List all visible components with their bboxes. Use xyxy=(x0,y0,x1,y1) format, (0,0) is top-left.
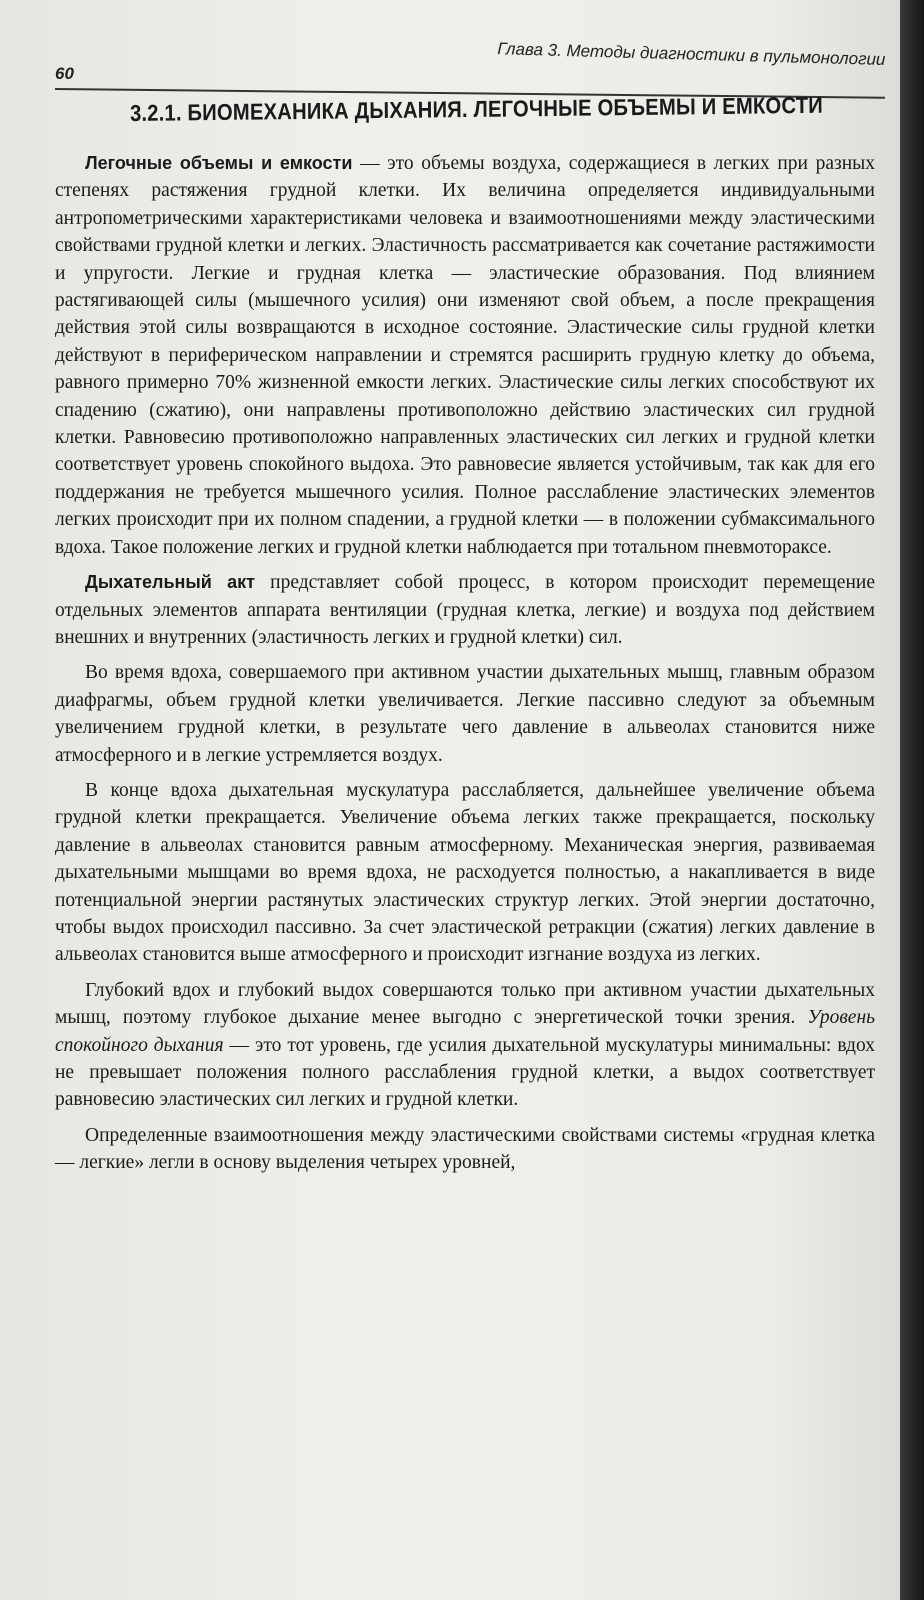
paragraph-inhalation: Во время вдоха, совершаемого при активном участии дыхательных мышц, главным образом диафрагмы, объем грудной клетки увеличивается. Легкие пассивно следуют за объемным увеличением грудной клетки, в результате чего давление в альвеолах становится ниже атмосферного и в легкие устремляется воздух. xyxy=(55,662,875,766)
paragraph-breathing-act xyxy=(55,569,875,651)
term-lung-volumes: Легочные объемы и емкости xyxy=(85,153,353,173)
paragraph-lung-volumes xyxy=(55,150,875,561)
running-head: Глава 3. Методы диагностики в пульмонологии xyxy=(497,39,886,70)
emphasis-quiet-breathing-level: Уровень спокойного дыхания xyxy=(55,1007,875,1056)
paragraph-end-of-inhalation: В конце вдоха дыхательная мускулатура расслабляется, дальнейшее увеличение объема грудной клетки прекращается. Увеличение объема легких также прекращается, поскольку давление в альвеолах становится равным атмосферному. Механическая энергия, развиваемая дыхательными мышцами во время вдоха, не расходуется полностью, а накапливается в виде потенциальной энергии растянутых эластических структур легких. Этой энергии достаточно, чтобы выдох происходил пассивно. За счет эластической ретракции (сжатия) легких давление в альвеолах становится выше атмосферного и происходит изгнание воздуха из легких. xyxy=(55,779,875,966)
paragraph-text: Глубокий вдох и глубокий выдох совершаются только при активном участии дыхательных мышц, поэтому глубокое дыхание менее выгодно с энергетической точки зрения. xyxy=(55,979,875,1029)
body-text xyxy=(55,150,875,1185)
page-header xyxy=(55,39,886,90)
paragraph-text: — это объемы воздуха, содержащиеся в легких при разных степенях растяжения грудной клетки. Их величина определяется индивидуальными антропометрическими характеристиками человека и взаимоотношениями между эластическими свойствами грудной клетки и легких. Эластичность рассматривается как сочетание растяжимости и упругости. Легкие и грудная клетка — эластические образования. Под влиянием растягивающей силы (мышечного усилия) они изменяют свой объем, а после прекращения действия этой силы возвращаются в исходное состояние. Эластические силы грудной клетки действуют в периферическом направлении и стремятся расширить грудную клетку до объема, равного примерно 70% жизненной емкости легких. Эластические силы легких способствуют их спадению (сжатию), они направлены противоположно действию эластических сил грудной клетки. Равновесию противоположно направленных эластических сил легких и грудной клетки соответствует уровень спокойного выдоха. Это равновесие является устойчивым, так как для его поддержания не требуется мышечного усилия. Полное расслабление эластических элементов легких происходит при их полном спадении, а грудной клетки — в положении субмаксимального вдоха. Такое положение легких и грудной клетки наблюдается при тотальном пневмотораксе. xyxy=(55,153,875,558)
paragraph-text: представляет собой процесс, в котором происходит перемещение отдельных элементов аппарата вентиляции (грудная клетка, легкие) и воздуха под действием внешних и внутренних (эластичность легких и грудной клетки) сил. xyxy=(55,572,875,648)
paragraph-four-levels: Определенные взаимоотношения между эластическими свойствами системы «грудная клетка — легкие» легли в основу выделения четырех уровней, xyxy=(55,1124,875,1174)
paragraph-text: — это тот уровень, где усилия дыхательной мускулатуры минимальны: вдох не превышает положения полного расслабления грудной клетки, а выдох соответствует равновесию эластических сил легких и грудной клетки. xyxy=(55,1034,875,1111)
page-number: 60 xyxy=(55,64,74,83)
section-title: 3.2.1. БИОМЕХАНИКА ДЫХАНИЯ. ЛЕГОЧНЫЕ ОБЪЕМЫ И ЕМКОСТИ xyxy=(129,91,824,126)
paragraph-deep-breathing xyxy=(55,977,875,1114)
page-edge-shadow xyxy=(900,0,924,1600)
term-breathing-act: Дыхательный акт xyxy=(85,572,255,593)
